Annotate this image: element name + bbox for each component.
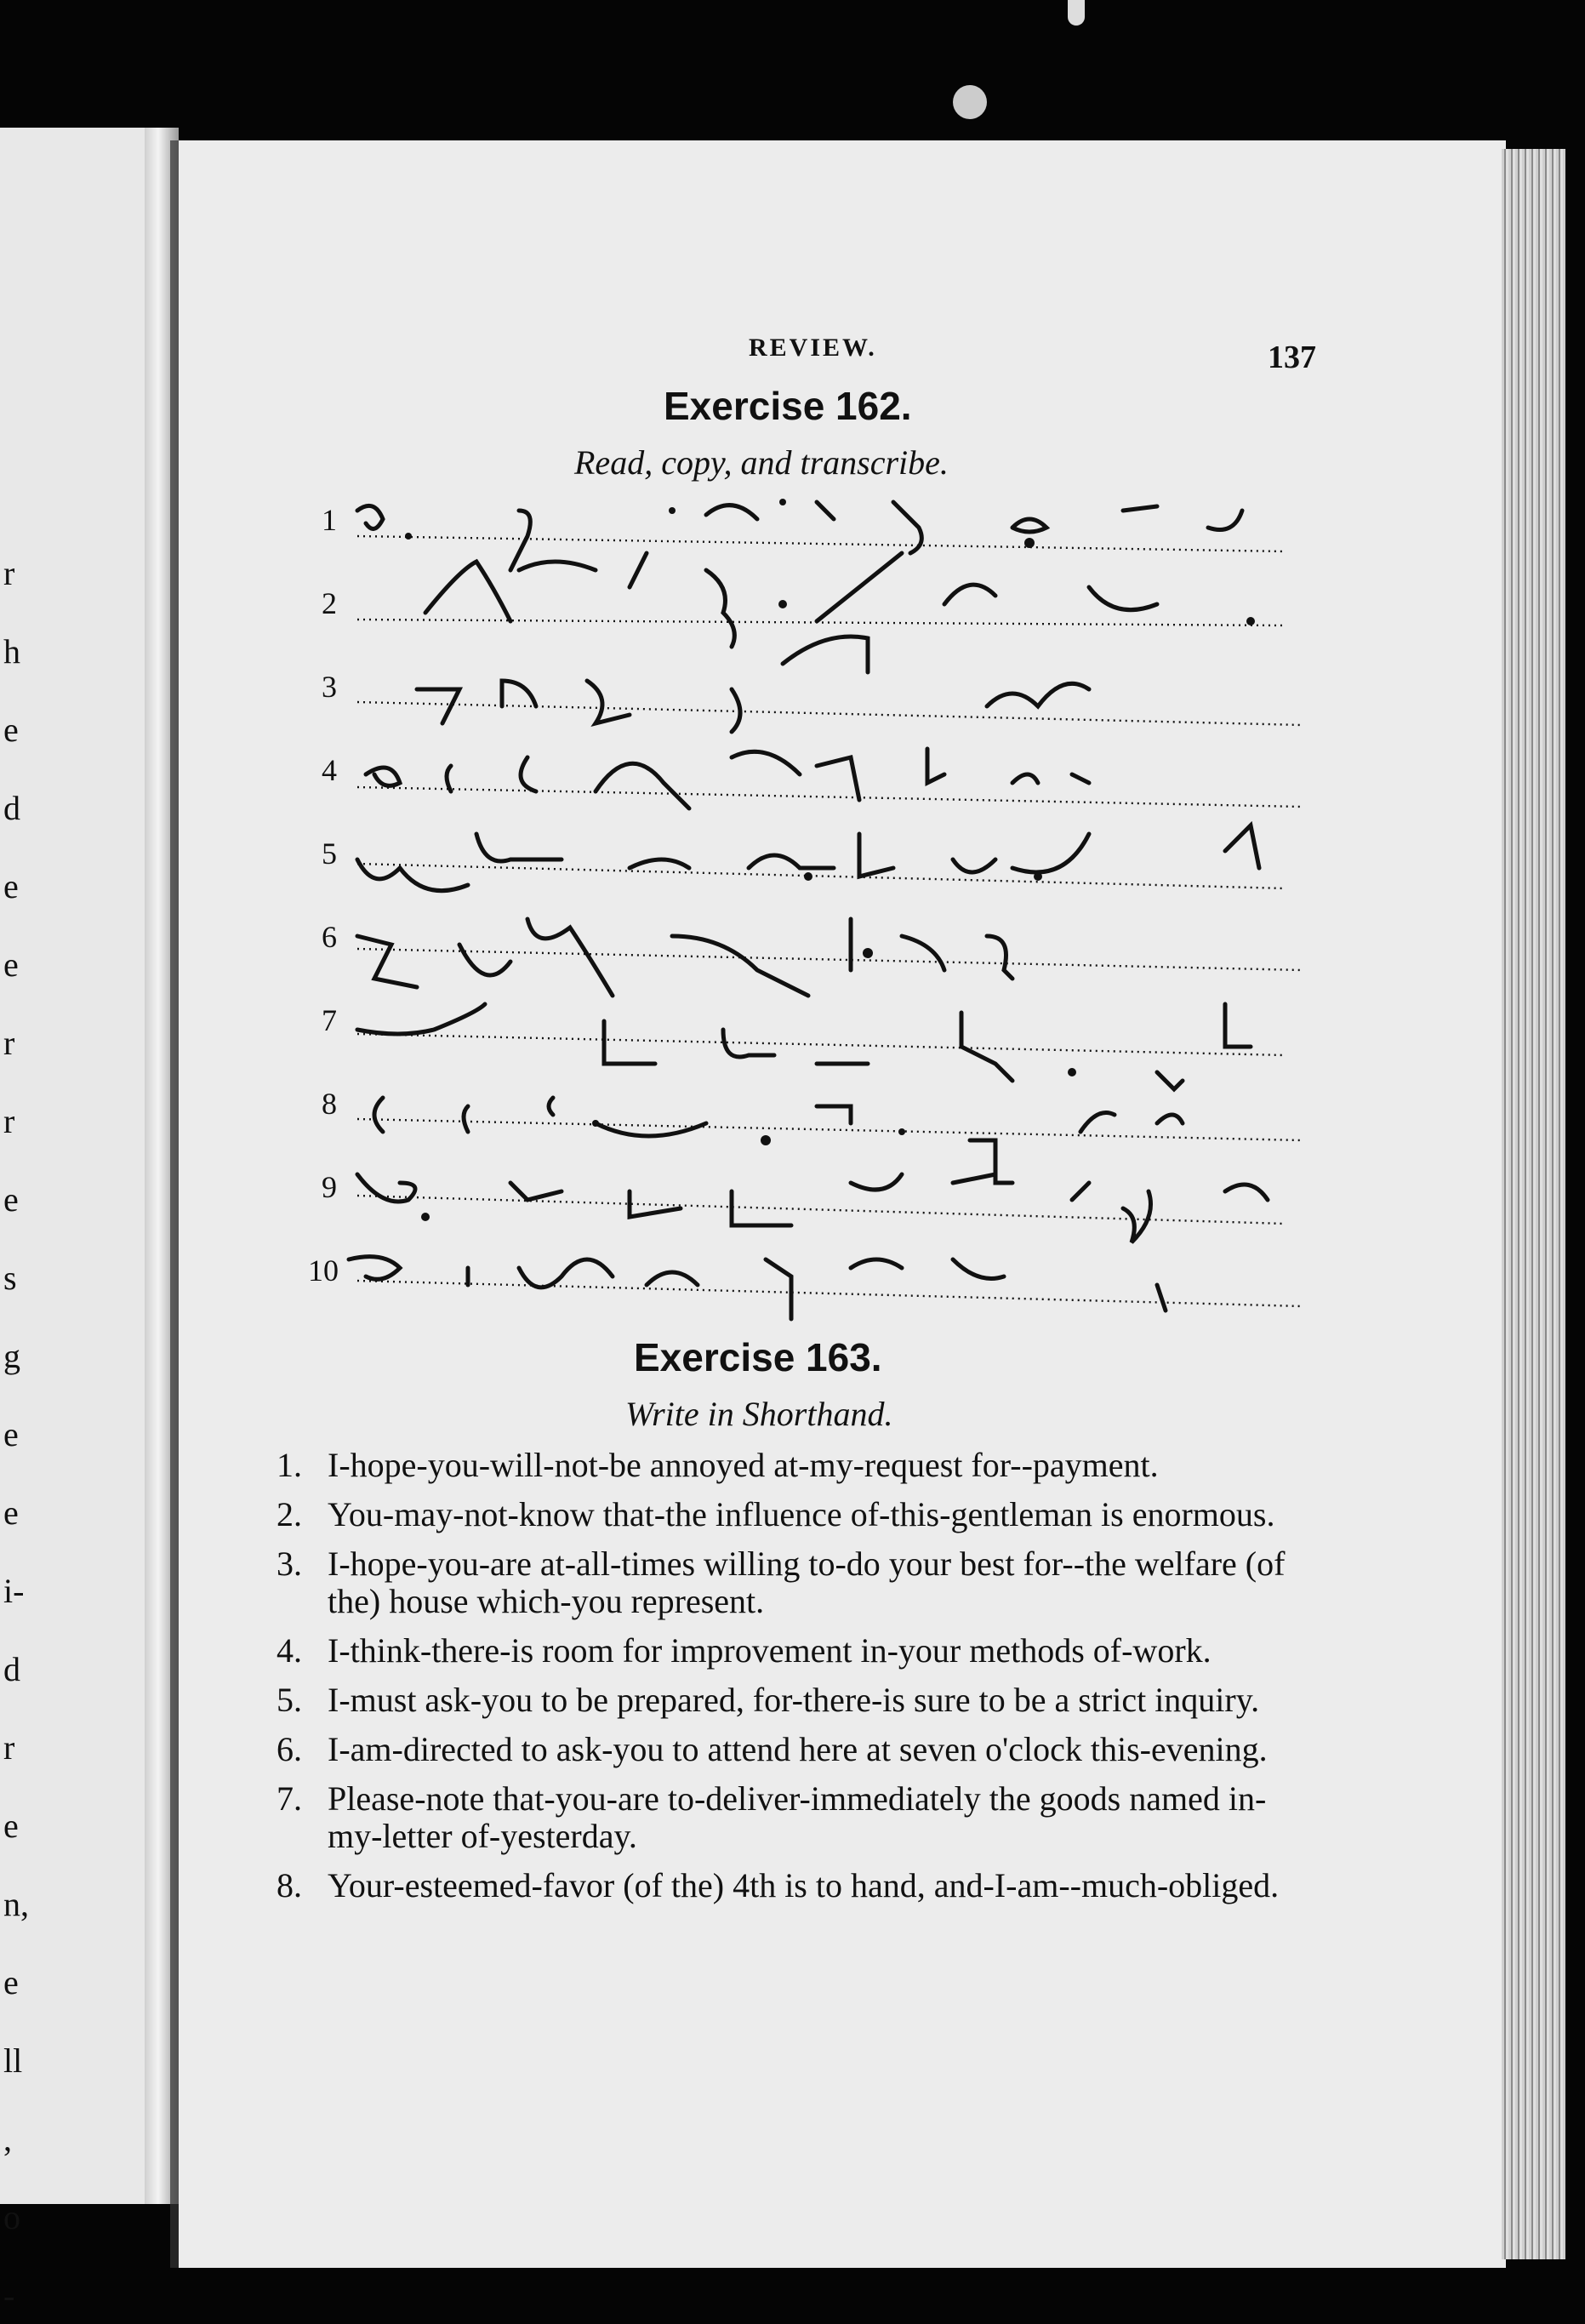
line-number: 1 <box>322 503 337 537</box>
line-number: 9 <box>322 1170 337 1204</box>
exercise-163-heading: Exercise 163. <box>634 1335 882 1379</box>
exercise-item <box>277 1447 1306 1484</box>
item-number: 8. <box>277 1866 302 1904</box>
line-number: 4 <box>322 753 337 787</box>
left-page-fragment: r <box>3 1728 15 1767</box>
left-page-fragment: d <box>3 1650 20 1688</box>
line-number: 10 <box>308 1253 339 1288</box>
running-header: REVIEW. <box>749 334 877 362</box>
left-page-fragment: e <box>3 1493 19 1532</box>
line-number: 6 <box>322 920 337 954</box>
left-page-fragment: i- <box>3 1572 25 1610</box>
left-page-fragment: e <box>3 1180 19 1219</box>
exercise-163-items <box>277 1447 1306 1916</box>
item-number: 4. <box>277 1631 302 1670</box>
left-page-fragment: e <box>3 1415 19 1453</box>
left-page-fragment: e <box>3 867 19 905</box>
exercise-163-subtitle: Write in Shorthand. <box>625 1395 893 1433</box>
left-page-fragment: , <box>3 2120 12 2158</box>
page-edges <box>1502 149 1565 2259</box>
exercise-162-subtitle: Read, copy, and transcribe. <box>574 443 949 482</box>
ink-spot <box>953 85 987 119</box>
shorthand-lines <box>306 477 1327 1328</box>
left-page-fragment: e <box>3 1963 19 2001</box>
exercise-item <box>277 1496 1306 1533</box>
line-number: 8 <box>322 1087 337 1121</box>
item-number: 2. <box>277 1495 302 1533</box>
exercise-item <box>277 1682 1306 1719</box>
exercise-item <box>277 1545 1306 1620</box>
left-page-fragment: e <box>3 1807 19 1845</box>
item-text: I-must ask-you to be prepared, for-there-is sure to be a strict inquiry. <box>328 1681 1260 1719</box>
line-number: 2 <box>322 586 337 620</box>
page-number: 137 <box>1268 340 1316 375</box>
left-page-fragment: r <box>3 554 15 592</box>
item-text: Your-esteemed-favor (of the) 4th is to hand, and-I-am--much-obliged. <box>328 1866 1280 1904</box>
item-text: I-think-there-is room for improvement in-your methods of-work. <box>328 1631 1212 1670</box>
item-text: I-hope-you-are at-all-times willing to-do your best for--the welfare (of the) house which-you represent. <box>328 1545 1286 1620</box>
left-page-fragment: r <box>3 1024 15 1062</box>
line-number: 7 <box>322 1003 337 1037</box>
item-number: 1. <box>277 1446 302 1484</box>
left-page-fragment: r <box>3 1102 15 1140</box>
exercise-item <box>277 1780 1306 1855</box>
item-number: 3. <box>277 1545 302 1583</box>
item-number: 6. <box>277 1730 302 1768</box>
item-text: You-may-not-know that-the influence of-this-gentleman is enormous. <box>328 1495 1275 1533</box>
line-number: 3 <box>322 670 337 704</box>
item-number: 5. <box>277 1681 302 1719</box>
exercise-item <box>277 1867 1306 1904</box>
exercise-162-heading: Exercise 162. <box>664 384 912 428</box>
item-text: Please-note that-you-are to-deliver-immediately the goods named in-my-letter of-yesterday. <box>328 1779 1267 1855</box>
item-text: I-am-directed to ask-you to attend here at seven o'clock this-evening. <box>328 1730 1268 1768</box>
item-number: 7. <box>277 1779 302 1818</box>
left-page-fragment: d <box>3 789 20 827</box>
left-page-fragment: - <box>3 2276 15 2315</box>
left-page-fragment: h <box>3 632 20 671</box>
left-page-fragment: e <box>3 945 19 984</box>
left-page-fragment: o <box>3 2198 20 2236</box>
left-page-fragment: s <box>3 1259 17 1297</box>
item-text: I-hope-you-will-not-be annoyed at-my-request for--payment. <box>328 1446 1159 1484</box>
left-page-fragment: n, <box>3 1885 29 1923</box>
exercise-item <box>277 1731 1306 1768</box>
left-page-fragment: g <box>3 1337 20 1375</box>
left-page-fragment: e <box>3 711 19 749</box>
top-artifact <box>1068 0 1085 26</box>
exercise-item <box>277 1632 1306 1670</box>
line-number: 5 <box>322 837 337 871</box>
left-page-fragment: ll <box>3 2041 23 2080</box>
